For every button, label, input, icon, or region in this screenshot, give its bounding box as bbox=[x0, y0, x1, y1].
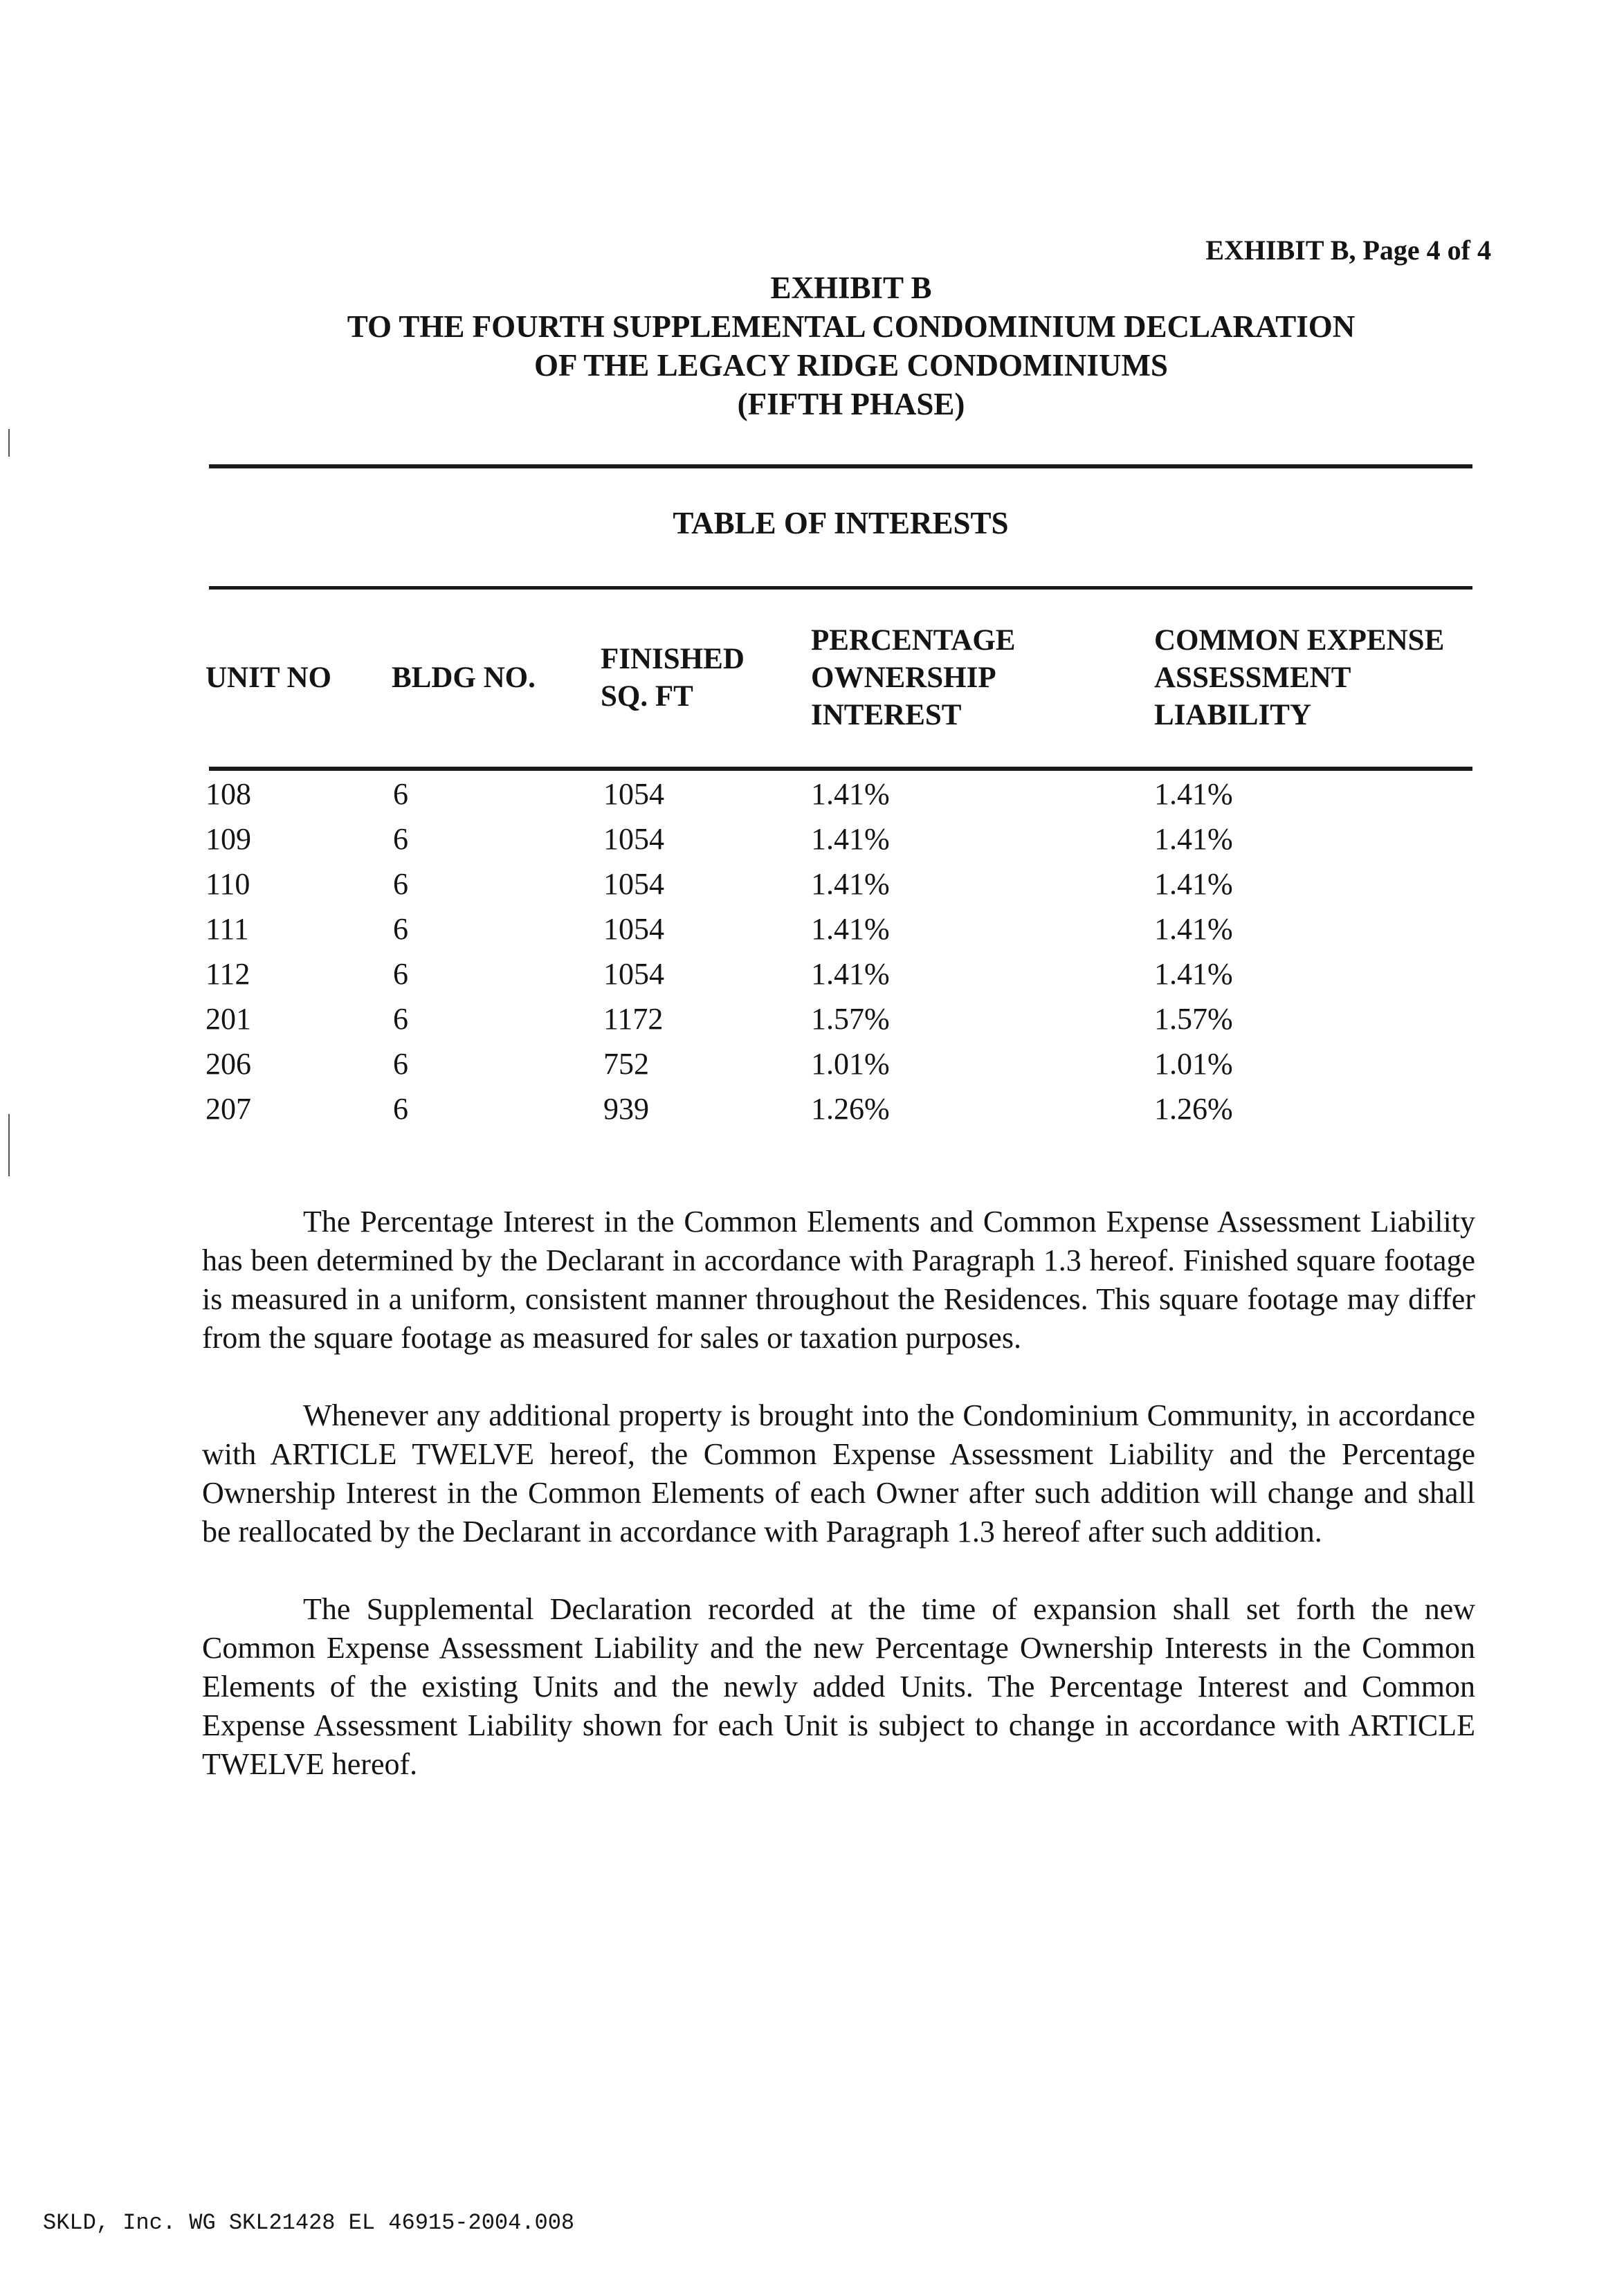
paragraph: The Percentage Interest in the Common Elements and Common Expense Assessment Liability has been determined by the Declarant in accordance with Paragraph 1.3 hereof. Finished square footage is measured in a uniform, consistent manner throughout the Residences. This square footage may differ from the square footage as measured for sales or taxation purposes. bbox=[202, 1205, 1475, 1355]
title-line-4: (FIFTH PHASE) bbox=[737, 387, 965, 421]
header-divider-rule bbox=[209, 767, 1472, 771]
cell-percentage-ownership: 1.57% bbox=[811, 1002, 890, 1036]
cell-finished-sqft: 752 bbox=[603, 1047, 649, 1081]
page-reference: EXHIBIT B, Page 4 of 4 bbox=[1205, 235, 1491, 266]
divider-rule bbox=[209, 464, 1472, 468]
cell-unit-no: 108 bbox=[206, 777, 251, 811]
table-row bbox=[0, 997, 1624, 1042]
table-title: TABLE OF INTERESTS bbox=[673, 506, 1009, 540]
cell-unit-no: 201 bbox=[206, 1002, 251, 1036]
cell-common-expense: 1.57% bbox=[1154, 1002, 1233, 1036]
cell-bldg-no: 6 bbox=[393, 912, 408, 946]
cell-unit-no: 109 bbox=[206, 822, 251, 856]
cell-percentage-ownership: 1.01% bbox=[811, 1047, 890, 1081]
table-row bbox=[0, 1042, 1624, 1087]
table-row bbox=[0, 772, 1624, 817]
title-line-1: EXHIBIT B bbox=[770, 271, 932, 305]
cell-finished-sqft: 1054 bbox=[603, 912, 664, 946]
cell-percentage-ownership: 1.41% bbox=[811, 777, 890, 811]
cell-bldg-no: 6 bbox=[393, 1047, 408, 1081]
cell-unit-no: 110 bbox=[206, 867, 250, 901]
cell-common-expense: 1.41% bbox=[1154, 822, 1233, 856]
paragraph: The Supplemental Declaration recorded at the time of expansion shall set forth the new Common Expense Assessment Liability and the new Percentage Ownership Interests in the Common Elements of the existing Units and the newly added Units. The Percentage Interest and Common Expense Assessment Liability shown for each Unit is subject to change in accordance with ARTICLE TWELVE hereof. bbox=[202, 1592, 1475, 1781]
cell-common-expense: 1.41% bbox=[1154, 957, 1233, 991]
cell-bldg-no: 6 bbox=[393, 1002, 408, 1036]
cell-bldg-no: 6 bbox=[393, 957, 408, 991]
cell-unit-no: 112 bbox=[206, 957, 250, 991]
body-text bbox=[202, 1203, 1475, 1823]
cell-common-expense: 1.41% bbox=[1154, 867, 1233, 901]
cell-bldg-no: 6 bbox=[393, 867, 408, 901]
cell-finished-sqft: 1054 bbox=[603, 957, 664, 991]
title-line-2: TO THE FOURTH SUPPLEMENTAL CONDOMINIUM DECLARATION bbox=[347, 309, 1356, 344]
cell-finished-sqft: 1054 bbox=[603, 867, 664, 901]
column-header-unit-no: UNIT NO bbox=[206, 661, 331, 694]
paragraph: Whenever any additional property is brought into the Condominium Community, in accordance with ARTICLE TWELVE hereof, the Common Expense Assessment Liability and the Percentage Ownership Interest in the Common Elements of each Owner after such addition will change and shall be reallocated by the Declarant in accordance with Paragraph 1.3 hereof after such addition. bbox=[202, 1398, 1475, 1549]
table-body bbox=[0, 772, 1624, 1132]
divider-rule bbox=[209, 586, 1472, 590]
cell-unit-no: 206 bbox=[206, 1047, 251, 1081]
column-header-common-expense: COMMON EXPENSE ASSESSMENT LIABILITY bbox=[1154, 624, 1445, 731]
cell-percentage-ownership: 1.26% bbox=[811, 1092, 890, 1126]
cell-finished-sqft: 1054 bbox=[603, 822, 664, 856]
title-line-3: OF THE LEGACY RIDGE CONDOMINIUMS bbox=[534, 348, 1168, 383]
scan-margin-mark bbox=[8, 429, 10, 457]
footer-reference: SKLD, Inc. WG SKL21428 EL 46915-2004.008 bbox=[43, 2210, 575, 2236]
cell-finished-sqft: 1172 bbox=[603, 1002, 664, 1036]
cell-common-expense: 1.01% bbox=[1154, 1047, 1233, 1081]
column-header-percentage-ownership: PERCENTAGE OWNERSHIP INTEREST bbox=[811, 624, 1016, 731]
cell-percentage-ownership: 1.41% bbox=[811, 822, 890, 856]
cell-bldg-no: 6 bbox=[393, 1092, 408, 1126]
cell-common-expense: 1.26% bbox=[1154, 1092, 1233, 1126]
cell-common-expense: 1.41% bbox=[1154, 912, 1233, 946]
column-header-finished-sqft: FINISHED SQ. FT bbox=[601, 643, 745, 713]
column-header-bldg-no: BLDG NO. bbox=[392, 661, 536, 694]
cell-finished-sqft: 939 bbox=[603, 1092, 649, 1126]
cell-unit-no: 207 bbox=[206, 1092, 251, 1126]
cell-percentage-ownership: 1.41% bbox=[811, 912, 890, 946]
cell-common-expense: 1.41% bbox=[1154, 777, 1233, 811]
cell-percentage-ownership: 1.41% bbox=[811, 957, 890, 991]
cell-unit-no: 111 bbox=[206, 912, 249, 946]
cell-bldg-no: 6 bbox=[393, 822, 408, 856]
table-row bbox=[0, 862, 1624, 907]
table-row bbox=[0, 952, 1624, 997]
cell-finished-sqft: 1054 bbox=[603, 777, 664, 811]
table-row bbox=[0, 817, 1624, 862]
cell-bldg-no: 6 bbox=[393, 777, 408, 811]
document-title bbox=[201, 268, 1502, 423]
table-row bbox=[0, 1087, 1624, 1132]
cell-percentage-ownership: 1.41% bbox=[811, 867, 890, 901]
table-row bbox=[0, 907, 1624, 952]
